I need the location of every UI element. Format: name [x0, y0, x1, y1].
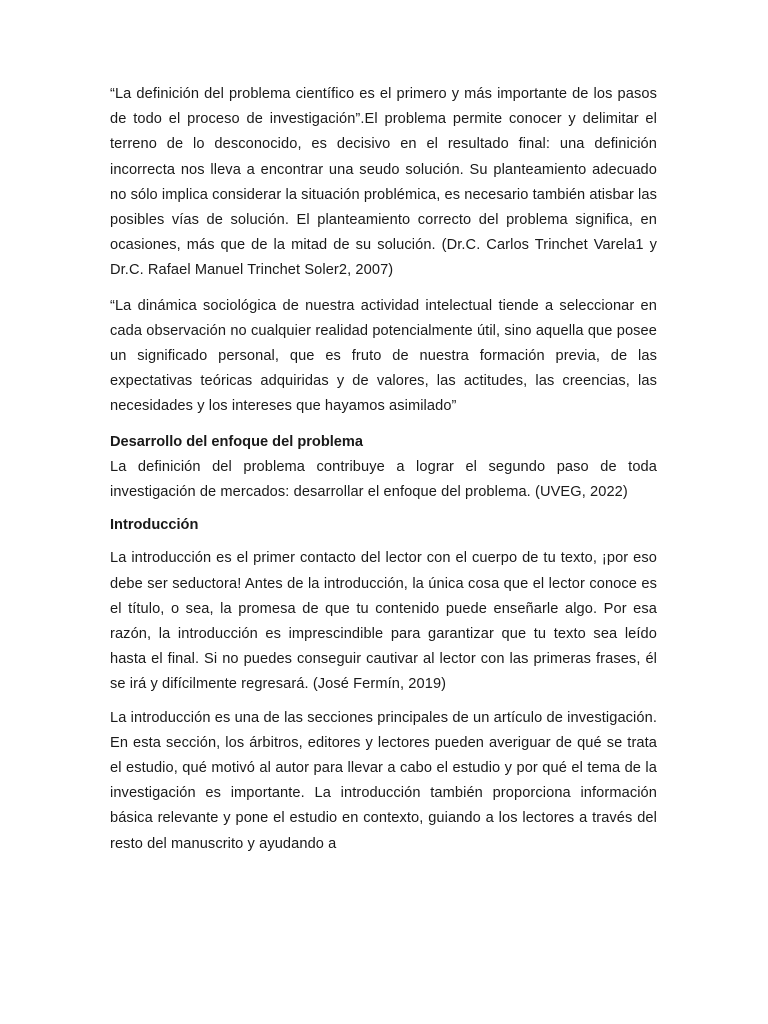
document-page [110, 82, 657, 857]
quote-paragraph-1: “La definición del problema científico es el primero y más importante de los pasos de todo el proceso de investigación”.El problema permite conocer y delimitar el terreno de lo desconocido, es decisivo en el resultado final: una definición incorrecta nos lleva a encontrar una seudo solución. Su planteamiento adecuado no sólo implica considerar la situación problémica, es necesario también atisbar las posibles vías de solución. El planteamiento correcto del problema significa, en ocasiones, más que de la mitad de su solución. (Dr.C. Carlos Trinchet Varela1 y Dr.C. Rafael Manuel Trinchet Soler2, 2007) [110, 86, 658, 279]
section-heading-introduccion: Introducción [110, 517, 199, 534]
introduccion-paragraph-2: La introducción es una de las secciones principales de un artículo de investigación. En esta sección, los árbitros, editores y lectores pueden averiguar de qué se trata el estudio, qué motivó al autor para llevar a cabo el estudio y por qué el tema de la investigación es importante. La introducción también proporciona información básica relevante y pone el estudio en contexto, guiando a los lectores a través del resto del manuscrito y ayudando a [110, 709, 657, 852]
spacer [110, 538, 657, 546]
section-heading-enfoque: Desarrollo del enfoque del problema [110, 433, 364, 450]
spacer [110, 420, 657, 430]
quote-paragraph-2: “La dinámica sociológica de nuestra actividad intelectual tiende a seleccionar en cada observación no cualquier realidad potencialmente útil, sino aquella que posee un significado personal, que es fruto de nuestra formación previa, de las expectativas teóricas adquiridas y de valores, las actitudes, las creencias, las necesidades y los intereses que hayamos asimilado” [110, 297, 657, 415]
section-paragraph-enfoque: La definición del problema contribuye a lograr el segundo paso de toda investigación de mercados: desarrollar el enfoque del problema. (UVEG, 2022) [110, 458, 657, 501]
spacer [110, 698, 657, 706]
spacer [110, 505, 657, 513]
introduccion-paragraph-1: La introducción es el primer contacto del lector con el cuerpo de tu texto, ¡por eso debe ser seductora! Antes de la introducción, la única cosa que el lector conoce es el título, o sea, la promesa de que tu contenido puede enseñarle algo. Por esa razón, la introducción es imprescindible para garantizar que tu texto sea leído hasta el final. Si no puedes conseguir cautivar al lector con las primeras frases, él se irá y difícilmente regresará. (José Fermín, 2019) [110, 550, 657, 693]
spacer [110, 284, 657, 294]
